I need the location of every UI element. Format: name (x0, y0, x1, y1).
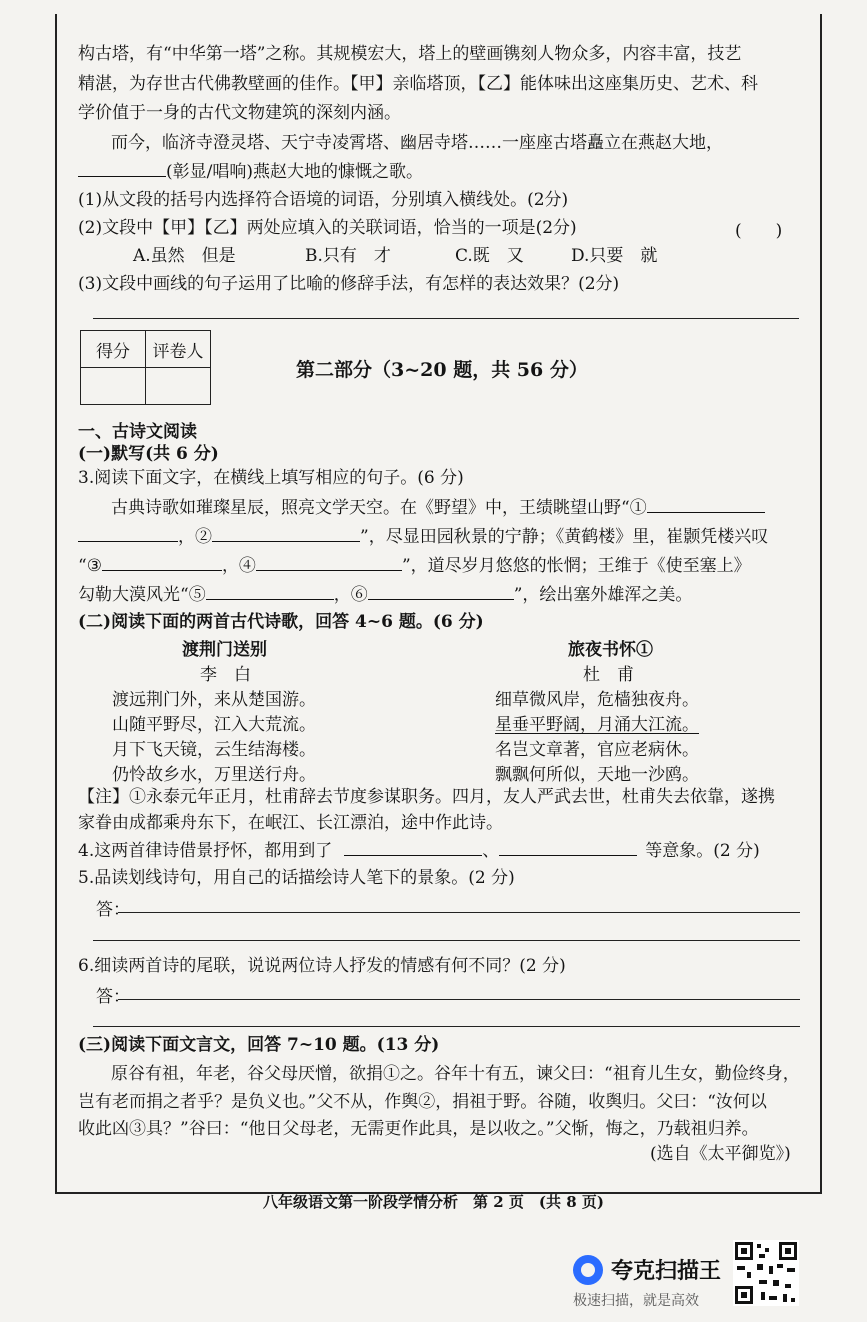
answer-paren[interactable]: ( ) (735, 221, 783, 241)
intro-line-1: 构古塔，有“中华第一塔”之称。其规模宏大，塔上的壁画镌刻人物众多，内容丰富，技艺 (78, 44, 742, 64)
poem2-title: 旅夜书怀① (568, 640, 653, 660)
intro-line-2: 精湛，为存世古代佛教壁画的佳作。【甲】亲临塔顶，【乙】能体味出这座集历史、艺术、科 (78, 74, 758, 94)
q5-answer-label: 答： (96, 900, 130, 920)
subsection-a: (一)默写(共 6 分) (78, 444, 219, 464)
grader-label: 评卷人 (146, 331, 211, 368)
poem2-line: 细草微风岸，危樯独夜舟。 (495, 690, 699, 710)
q6-answer-line[interactable] (118, 999, 800, 1000)
q6-question: 6.细读两首诗的尾联，说说两位诗人抒发的情感有何不同？(2 分) (78, 956, 566, 976)
classical-line-1: 原谷有祖，年老，谷父母厌憎，欲捐①之。谷年十有五，谏父曰：“祖育儿生女，勤俭终身， (111, 1064, 800, 1084)
intro-line-3: 学价值于一身的古代文物建筑的深刻内涵。 (78, 103, 401, 123)
q3-line-4: 勾勒大漠风光“⑤ ，⑥ ”，绘出塞外雄浑之美。 (78, 585, 693, 605)
score-cell[interactable] (81, 368, 146, 405)
q4-blank-2[interactable] (499, 839, 637, 856)
poem2-author: 杜 甫 (583, 665, 634, 685)
answer-line[interactable] (93, 318, 799, 319)
poem2-line: 名岂文章著，官应老病休。 (495, 740, 699, 760)
score-label: 得分 (81, 331, 146, 368)
q6-answer-label: 答： (96, 987, 130, 1007)
q4: 4.这两首律诗借景抒怀，都用到了 、 等意象。(2 分) (78, 841, 760, 861)
poem2-line: 飘飘何所似，天地一沙鸥。 (495, 765, 699, 785)
qr-code-icon (733, 1240, 799, 1306)
note-line-1: 【注】①永泰元年正月，杜甫辞去节度参谋职务。四月，友人严武去世，杜甫失去依靠，遂携 (78, 787, 775, 807)
poem1-line: 月下飞天镜，云生结海楼。 (112, 740, 316, 760)
classical-line-2: 岂有老而捐之者乎？是负义也。”父不从，作舆②，捐祖于野。谷随，收舆归。父曰：“汝何以 (78, 1092, 767, 1112)
subsection-b: (二)阅读下面的两首古代诗歌，回答 4~6 题。(6 分) (78, 612, 484, 632)
blank-6[interactable] (368, 583, 514, 600)
intro-line-5: (彰显/唱响)燕赵大地的慷慨之歌。 (78, 160, 423, 184)
section-heading: 一、古诗文阅读 (78, 422, 197, 442)
blank-3[interactable] (102, 554, 222, 571)
grader-cell[interactable] (146, 368, 211, 405)
score-box (80, 330, 211, 405)
classical-source: (选自《太平御览》) (650, 1144, 791, 1164)
scanner-icon (573, 1255, 603, 1285)
subsection-c: (三)阅读下面文言文，回答 7~10 题。(13 分) (78, 1035, 440, 1055)
option-b: B.只有 才 (305, 246, 391, 266)
q5-answer-line[interactable] (118, 912, 800, 913)
q3-line-1: 古典诗歌如璀璨星辰，照亮文学天空。在《野望》中，王绩眺望山野“① (111, 496, 765, 520)
q5-question: 5.品读划线诗句，用自己的话描绘诗人笔下的景象。(2 分) (78, 868, 515, 888)
q1-sub2: (2)文段中【甲】【乙】两处应填入的关联词语，恰当的一项是(2分) (78, 218, 577, 238)
poem1-line: 渡远荆门外，来从楚国游。 (112, 690, 316, 710)
scanner-slogan: 极速扫描，就是高效 (573, 1293, 699, 1309)
page-footer: 八年级语文第一阶段学情分析 第 2 页 (共 8 页) (263, 1193, 604, 1211)
option-d: D.只要 就 (571, 246, 658, 266)
blank-4[interactable] (256, 554, 402, 571)
blank-1[interactable] (647, 496, 765, 513)
poem2-underlined-line: 星垂平野阔，月涌大江流。 (495, 715, 699, 735)
note-line-2: 家眷由成都乘舟东下，在岷江、长江漂泊，途中作此诗。 (78, 813, 503, 833)
poem1-line: 山随平野尽，江入大荒流。 (112, 715, 316, 735)
scanner-name: 夸克扫描王 (611, 1259, 722, 1284)
classical-line-3: 收此凶③具？”谷曰：“他日父母老，无需更作此具，是以收之。”父惭，悔之，乃载祖归养。 (78, 1119, 759, 1139)
intro-line-4: 而今，临济寺澄灵塔、天宁寺凌霄塔、幽居寺塔……一座座古塔矗立在燕赵大地， (111, 133, 723, 153)
q5-answer-line-2[interactable] (93, 940, 800, 941)
q4-blank-1[interactable] (344, 839, 482, 856)
q3-title: 3.阅读下面文字，在横线上填写相应的句子。(6 分) (78, 468, 464, 488)
blank-5[interactable] (206, 583, 334, 600)
blank-2[interactable] (212, 525, 360, 542)
q3-line-2: ，② ”，尽显田园秋景的宁静；《黄鹤楼》里，崔颢凭楼兴叹 (78, 525, 768, 549)
q1-sub3: (3)文段中画线的句子运用了比喻的修辞手法，有怎样的表达效果？(2分) (78, 274, 620, 294)
option-a: A.虽然 但是 (133, 246, 236, 266)
q1-sub1: (1)从文段的括号内选择符合语境的词语，分别填入横线处。(2分) (78, 190, 569, 210)
poem1-line: 仍怜故乡水，万里送行舟。 (112, 765, 316, 785)
fill-blank[interactable] (78, 160, 166, 177)
poem1-title: 渡荆门送别 (182, 640, 267, 660)
option-c: C.既 又 (455, 246, 524, 266)
q6-answer-line-2[interactable] (93, 1026, 800, 1027)
part-title: 第二部分（3~20 题，共 56 分） (296, 359, 588, 381)
poem1-author: 李 白 (200, 665, 251, 685)
scanner-logo (573, 1254, 721, 1285)
q3-line-3: “③ ，④ ”，道尽岁月悠悠的怅惘；王维于《使至塞上》 (78, 556, 751, 576)
